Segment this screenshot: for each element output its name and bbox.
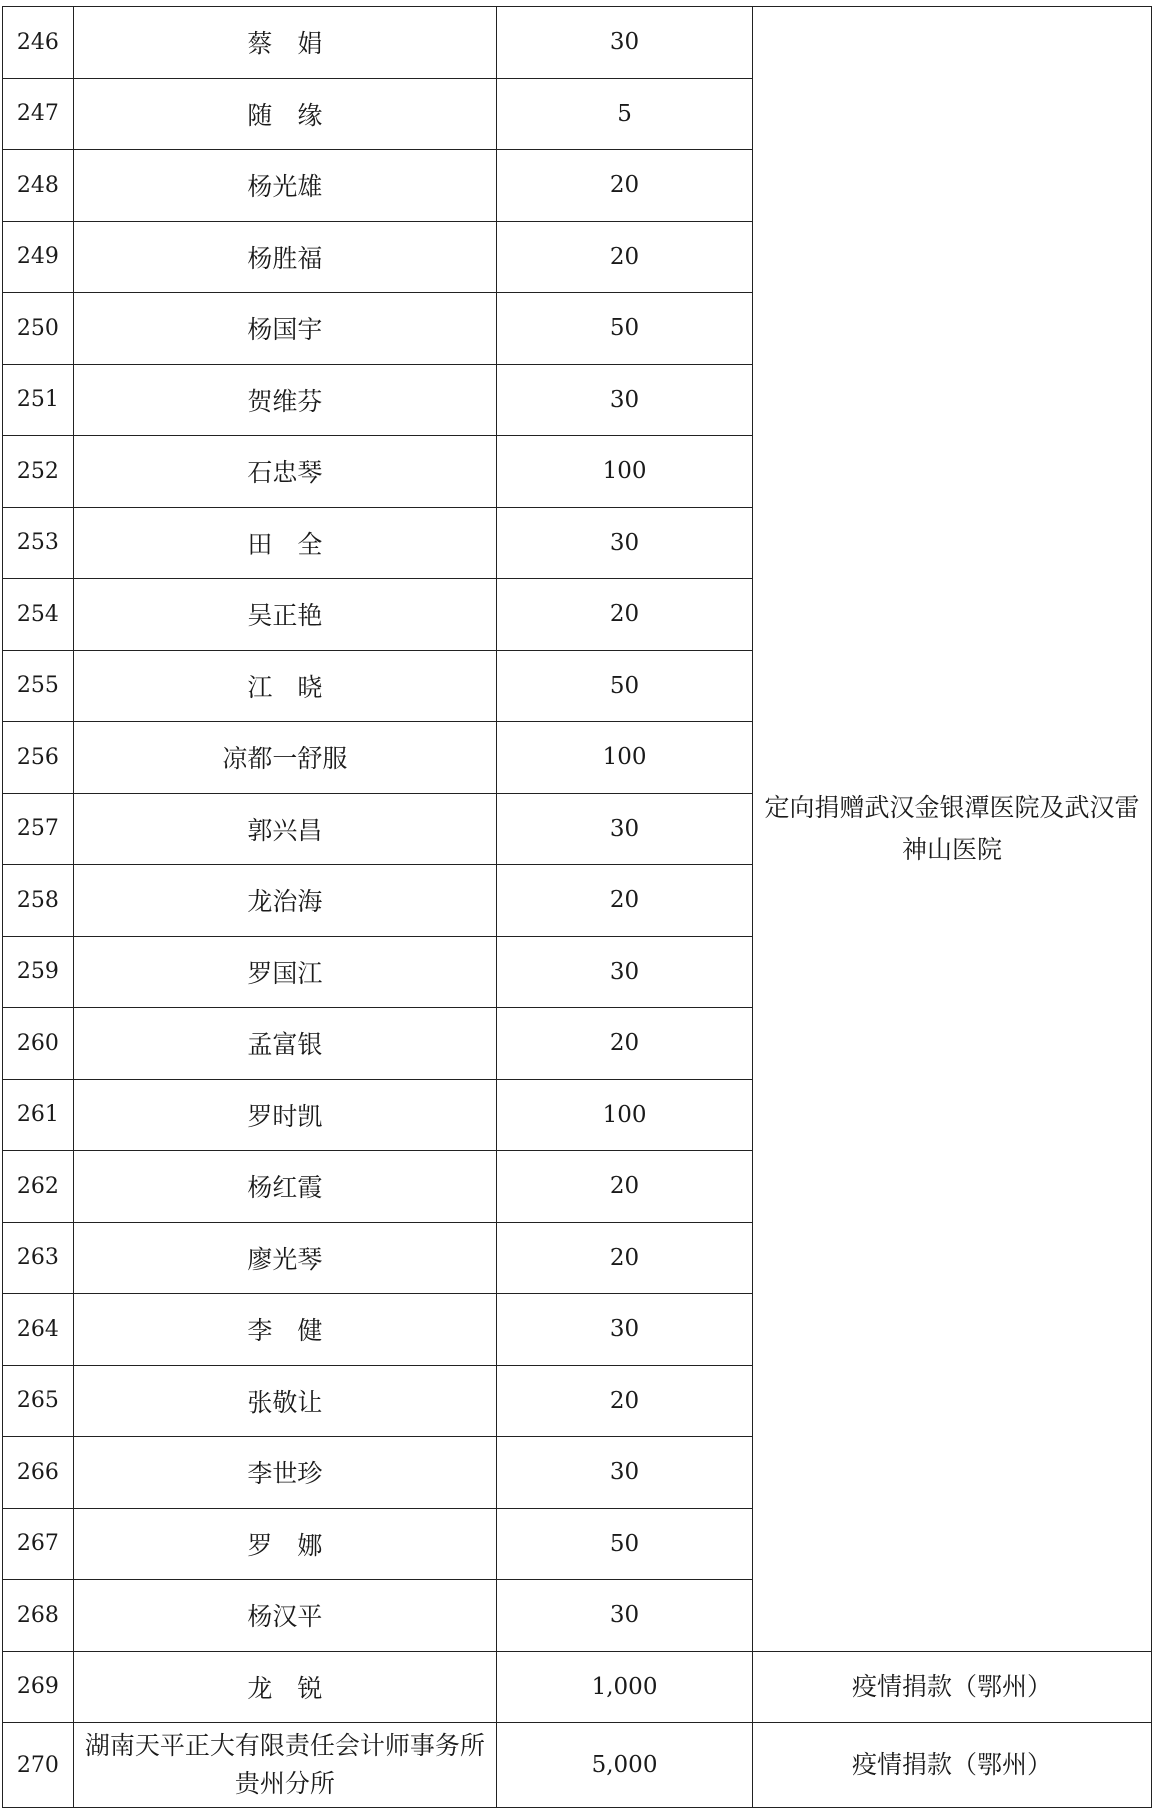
donation-amount: 20 <box>497 221 753 293</box>
donation-amount: 20 <box>497 579 753 651</box>
table-row <box>3 7 1152 79</box>
donation-amount: 100 <box>497 436 753 508</box>
row-number: 254 <box>3 579 74 651</box>
row-number: 247 <box>3 78 74 150</box>
row-number: 260 <box>3 1008 74 1080</box>
donation-amount: 30 <box>497 507 753 579</box>
donation-amount: 20 <box>497 150 753 222</box>
purpose-cell: 疫情捐款（鄂州） <box>753 1723 1152 1808</box>
donor-name: 石忠琴 <box>73 436 496 508</box>
donation-amount: 5,000 <box>497 1723 753 1808</box>
donation-amount: 100 <box>497 1079 753 1151</box>
donation-amount: 30 <box>497 1294 753 1366</box>
row-number: 250 <box>3 293 74 365</box>
row-number: 258 <box>3 865 74 937</box>
row-number: 265 <box>3 1365 74 1437</box>
donation-amount: 50 <box>497 293 753 365</box>
row-number: 267 <box>3 1508 74 1580</box>
donation-amount: 30 <box>497 364 753 436</box>
table-row <box>3 1651 1152 1723</box>
donation-amount: 30 <box>497 1580 753 1652</box>
table-row <box>3 1723 1152 1808</box>
row-number: 256 <box>3 722 74 794</box>
row-number: 264 <box>3 1294 74 1366</box>
donation-amount: 30 <box>497 936 753 1008</box>
row-number: 255 <box>3 650 74 722</box>
donor-name: 田 全 <box>73 507 496 579</box>
donor-name: 李世珍 <box>73 1437 496 1509</box>
donation-amount: 30 <box>497 7 753 79</box>
donor-name: 凉都一舒服 <box>73 722 496 794</box>
row-number: 252 <box>3 436 74 508</box>
donation-amount: 20 <box>497 1151 753 1223</box>
donor-name: 孟富银 <box>73 1008 496 1080</box>
purpose-text: 定向捐赠武汉金银潭医院及武汉雷神山医院 <box>764 792 1140 864</box>
donation-amount: 20 <box>497 1222 753 1294</box>
donor-name: 龙 锐 <box>73 1651 496 1723</box>
donation-table <box>2 6 1152 1808</box>
donor-name: 罗国江 <box>73 936 496 1008</box>
row-number: 263 <box>3 1222 74 1294</box>
row-number: 257 <box>3 793 74 865</box>
donor-name: 李 健 <box>73 1294 496 1366</box>
donation-amount: 20 <box>497 1008 753 1080</box>
donor-name: 杨红霞 <box>73 1151 496 1223</box>
donor-name: 杨国宇 <box>73 293 496 365</box>
donation-amount: 50 <box>497 650 753 722</box>
donor-name: 蔡 娟 <box>73 7 496 79</box>
donation-amount: 5 <box>497 78 753 150</box>
donor-name: 杨胜福 <box>73 221 496 293</box>
donation-amount: 20 <box>497 1365 753 1437</box>
donor-name: 廖光琴 <box>73 1222 496 1294</box>
row-number: 253 <box>3 507 74 579</box>
donation-amount: 30 <box>497 793 753 865</box>
row-number: 249 <box>3 221 74 293</box>
donor-name: 江 晓 <box>73 650 496 722</box>
row-number: 248 <box>3 150 74 222</box>
donor-name: 贺维芬 <box>73 364 496 436</box>
donation-amount: 1,000 <box>497 1651 753 1723</box>
donation-amount: 100 <box>497 722 753 794</box>
row-number: 251 <box>3 364 74 436</box>
donor-name: 罗 娜 <box>73 1508 496 1580</box>
row-number: 259 <box>3 936 74 1008</box>
donor-name: 湖南天平正大有限责任会计师事务所贵州分所 <box>73 1723 496 1808</box>
row-number: 262 <box>3 1151 74 1223</box>
purpose-cell <box>753 7 1152 1652</box>
row-number: 246 <box>3 7 74 79</box>
donation-amount: 20 <box>497 865 753 937</box>
donor-name: 随 缘 <box>73 78 496 150</box>
donor-name: 杨汉平 <box>73 1580 496 1652</box>
donor-name: 杨光雄 <box>73 150 496 222</box>
donor-name: 郭兴昌 <box>73 793 496 865</box>
donation-amount: 50 <box>497 1508 753 1580</box>
purpose-cell: 疫情捐款（鄂州） <box>753 1651 1152 1723</box>
donor-name: 吴正艳 <box>73 579 496 651</box>
row-number: 261 <box>3 1079 74 1151</box>
row-number: 270 <box>3 1723 74 1808</box>
row-number: 268 <box>3 1580 74 1652</box>
donation-amount: 30 <box>497 1437 753 1509</box>
donor-name: 罗时凯 <box>73 1079 496 1151</box>
row-number: 266 <box>3 1437 74 1509</box>
donor-name: 张敬让 <box>73 1365 496 1437</box>
donor-name: 龙治海 <box>73 865 496 937</box>
row-number: 269 <box>3 1651 74 1723</box>
